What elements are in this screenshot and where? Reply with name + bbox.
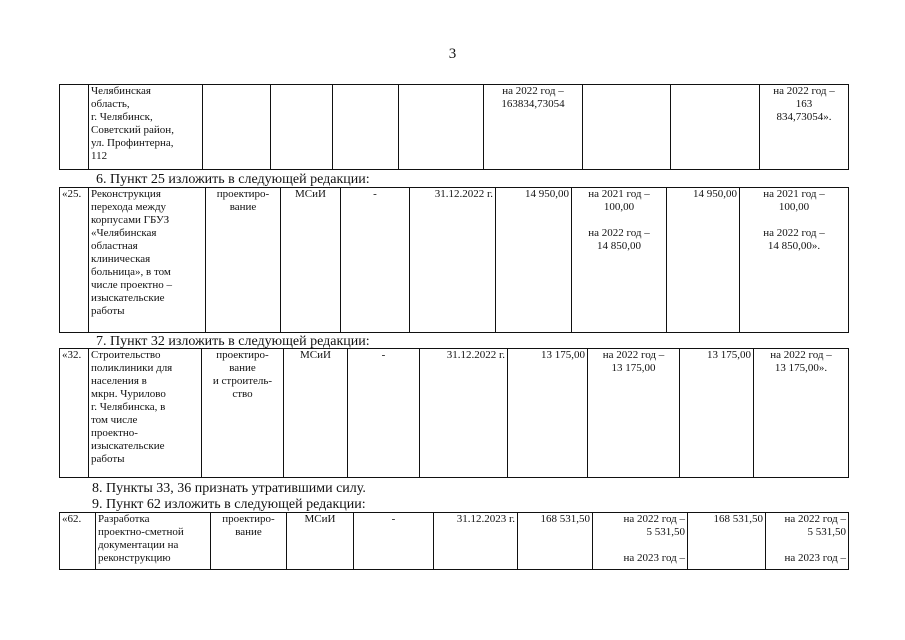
section-heading-9: 9. Пункт 62 изложить в следующей редакции: [92, 497, 366, 512]
completion-date: 31.12.2023 г. [434, 513, 518, 570]
financing-by-year: на 2022 год – 163834,73054 [484, 85, 583, 170]
section-heading-7: 7. Пункт 32 изложить в следующей редакции: [96, 334, 370, 349]
total-cost: 168 531,50 [518, 513, 593, 570]
financing-amount: 14 950,00 [667, 188, 740, 333]
responsible-org: МСиИ [284, 349, 348, 478]
table-item-62 [59, 512, 849, 570]
financing-by-year-total: на 2022 год – 163 834,73054». [760, 85, 849, 170]
financing-by-year: на 2022 год – 5 531,50 на 2023 год – [593, 513, 688, 570]
object-name: Разработка проектно-сметной документации на реконструкцию [96, 513, 211, 570]
object-name: Реконструкция перехода между корпусами ГБУЗ «Челябинская областная клиническая больница», в том числе проектно – изыскательские работы [89, 188, 206, 333]
work-type: проектиро- вание [206, 188, 281, 333]
completion-date: 31.12.2022 г. [420, 349, 508, 478]
total-cost: 13 175,00 [508, 349, 588, 478]
financing-by-year: на 2021 год – 100,00 на 2022 год – 14 850,00 [572, 188, 667, 333]
responsible-org: МСиИ [287, 513, 354, 570]
table-continuation [59, 84, 849, 170]
page-number: 3 [448, 46, 457, 62]
item-number: «32. [60, 349, 89, 478]
item-number: «62. [60, 513, 96, 570]
completion-date: 31.12.2022 г. [410, 188, 496, 333]
dash-cell: - [354, 513, 434, 570]
object-address: Челябинская область, г. Челябинск, Советский район, ул. Профинтерна, 112 [89, 85, 203, 170]
total-cost: 14 950,00 [496, 188, 572, 333]
financing-amount: 168 531,50 [688, 513, 766, 570]
table-row [60, 85, 849, 170]
table-row [60, 188, 849, 333]
table-item-25 [59, 187, 849, 333]
object-name: Строительство поликлиники для населения в мкрн. Чурилово г. Челябинска, в том числе проектно- изыскательские работы [89, 349, 202, 478]
section-heading-6: 6. Пункт 25 изложить в следующей редакции: [96, 172, 370, 187]
work-type: проектиро- вание [211, 513, 287, 570]
financing-by-year: на 2022 год – 13 175,00 [588, 349, 680, 478]
responsible-org: МСиИ [281, 188, 341, 333]
financing-by-year-total: на 2022 год – 13 175,00». [754, 349, 849, 478]
section-heading-8: 8. Пункты 33, 36 признать утратившими силу. [92, 481, 366, 496]
work-type: проектиро- вание и строитель- ство [202, 349, 284, 478]
financing-by-year-total: на 2022 год – 5 531,50 на 2023 год – [766, 513, 849, 570]
item-number: «25. [60, 188, 89, 333]
table-row [60, 513, 849, 570]
dash-cell: - [341, 188, 410, 333]
table-row [60, 349, 849, 478]
financing-amount: 13 175,00 [680, 349, 754, 478]
financing-by-year-total: на 2021 год – 100,00 на 2022 год – 14 850,00». [740, 188, 849, 333]
table-item-32 [59, 348, 849, 478]
dash-cell: - [348, 349, 420, 478]
